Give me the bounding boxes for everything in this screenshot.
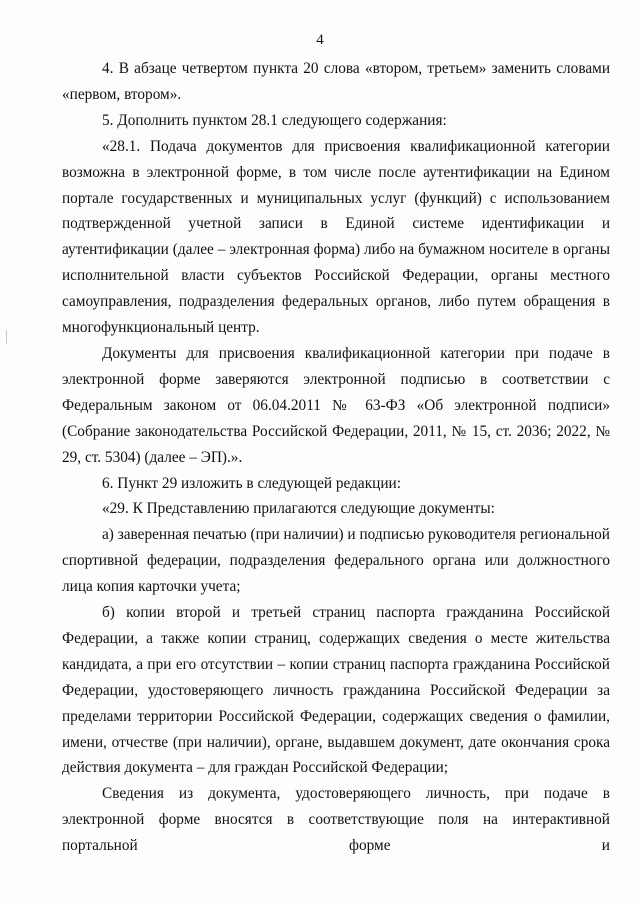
document-body — [62, 56, 610, 859]
paragraph-subitem-a: а) заверенная печатью (при наличии) и подписью руководителя региональной спортивной федерации, подразделения федерального органа или должностного лица копия карточки учета; — [62, 526, 610, 596]
paragraph-identity-info: Сведения из документа, удостоверяющего личность, при подаче в электронной форме вносятся в соответствующие поля на интерактивной портальной форме и — [62, 785, 610, 855]
paragraph-subitem-b: б) копии второй и третьей страниц паспорта гражданина Российской Федерации, а также копии страниц, содержащих сведения о месте жительства кандидата, а при его отсутствии – копии страниц паспорта гражданина Российской Федерации, удостоверяющего личность гражданина Российской Федерации за пределами территории Российской Федерации, содержащих сведения о фамилии, имени, отчестве (при наличии), органе, выдавшем документ, дате окончания срока действия документа – для граждан Российской Федерации; — [62, 604, 610, 777]
page-number: 4 — [316, 32, 324, 48]
paragraph-point-28-1: «28.1. Подача документов для присвоения квалификационной категории возможна в электронной форме, в том числе после аутентификации на Едином портале государственных и муниципальных услуг (функций) с использованием подтвержденной учетной записи в Единой системе идентификации и аутентификации (далее – электронная форма) либо на бумажном носителе в органы исполнительной власти субъектов Российской Федерации, органы местного самоуправления, подразделения федеральных органов, либо путем обращения в многофункциональный центр. — [62, 137, 610, 337]
paragraph-electronic-signature: Документы для присвоения квалификационной категории при подаче в электронной форме заверяются электронной подписью в соответствии с Федеральным законом от 06.04.2011 № 63-ФЗ «Об электронной подписи» (Собрание законодательства Российской Федерации, 2011, № 15, ст. 2036; 2022, № 29, ст. 5304) (далее – ЭП).». — [62, 344, 610, 466]
paragraph-item-5-heading: 5. Дополнить пунктом 28.1 следующего содержания: — [102, 111, 447, 129]
paragraph-item-6-heading: 6. Пункт 29 изложить в следующей редакции: — [102, 474, 401, 492]
paragraph-point-29-intro: «29. К Представлению прилагаются следующие документы: — [102, 500, 495, 518]
paragraph-item-4-amendment: 4. В абзаце четвертом пункта 20 слова «втором, третьем» заменить словами «первом, втором». — [62, 60, 610, 103]
scan-margin-mark — [6, 330, 7, 344]
